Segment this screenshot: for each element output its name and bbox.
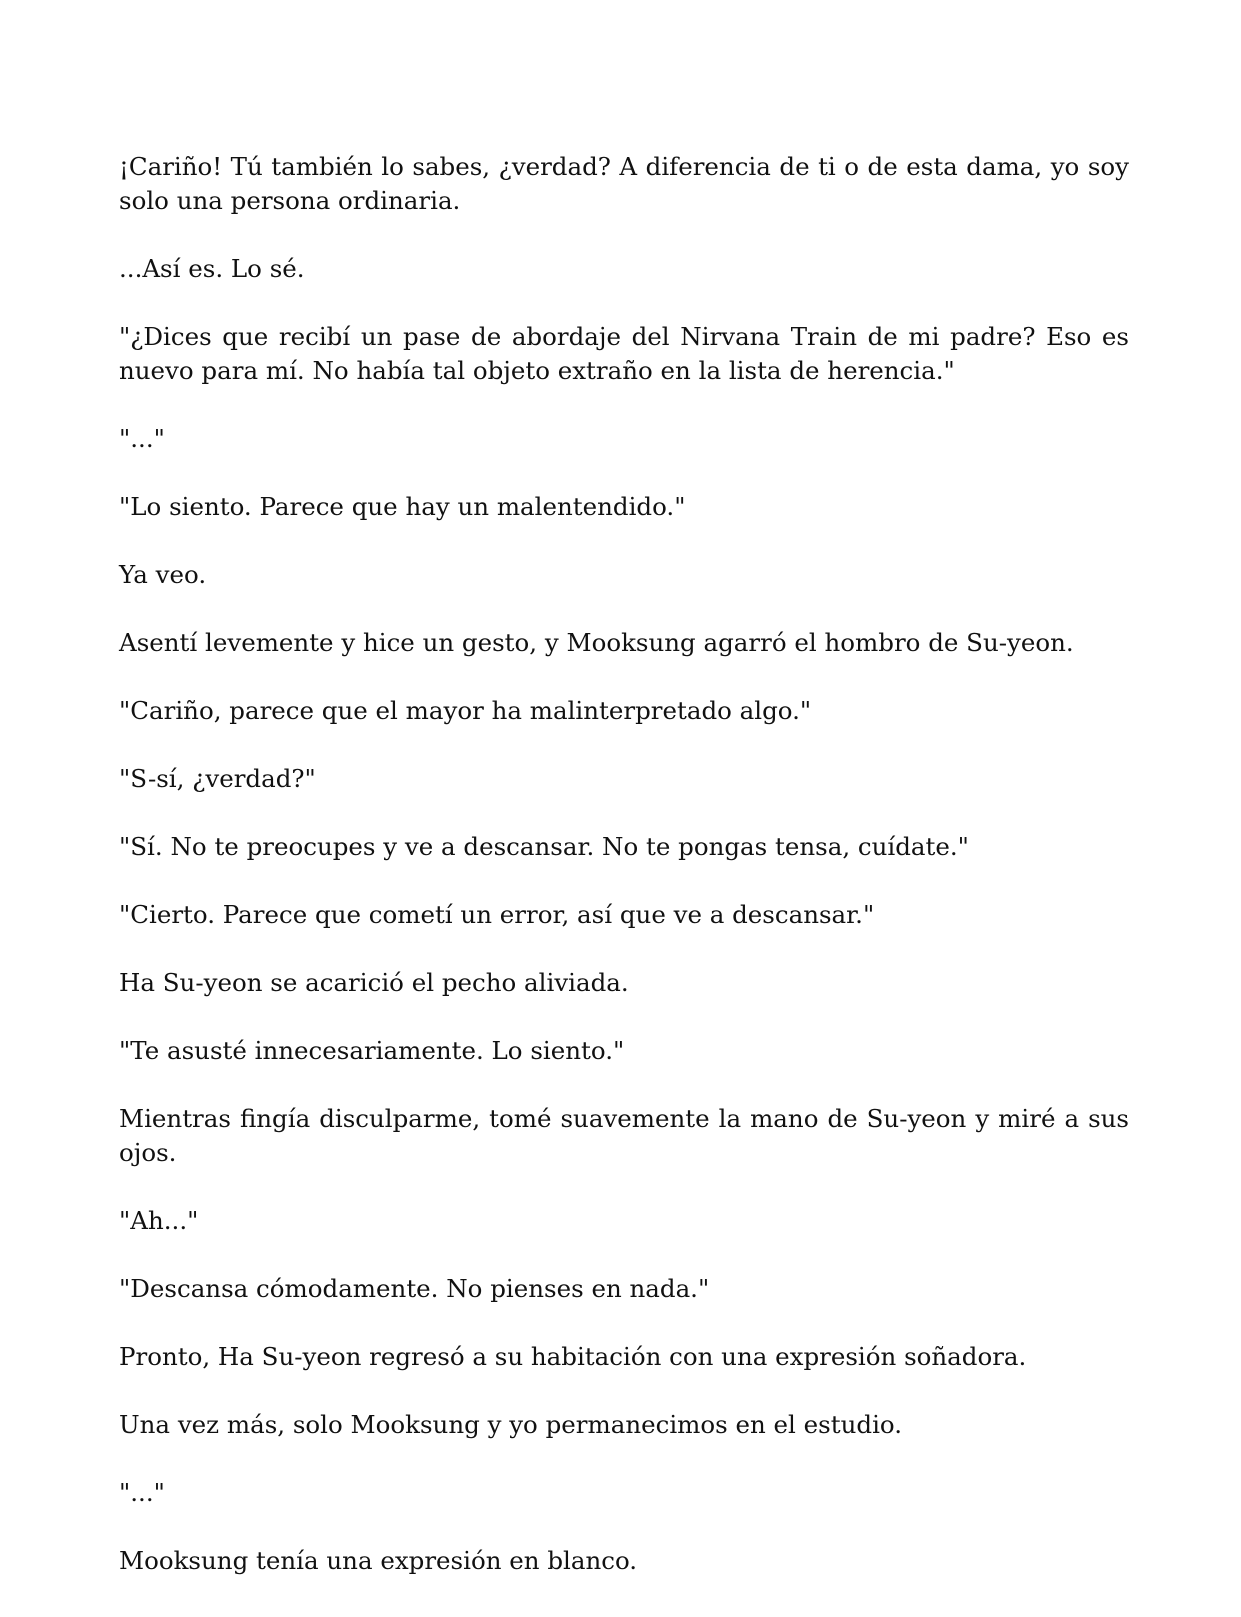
paragraph-15: "Ah..." — [119, 1206, 199, 1235]
paragraph-18: Una vez más, solo Mooksung y yo permanecimos en el estudio. — [119, 1410, 903, 1439]
paragraph-13: "Te asusté innecesariamente. Lo siento." — [119, 1036, 625, 1065]
body-text — [119, 150, 1129, 1612]
paragraph-6: Ya veo. — [119, 560, 207, 589]
paragraph-19: "..." — [119, 1478, 165, 1507]
paragraph-1: ¡Cariño! Tú también lo sabes, ¿verdad? A diferencia de ti o de esta dama, yo soy solo una persona ordinaria. — [119, 152, 1129, 215]
paragraph-10: "Sí. No te preocupes y ve a descansar. No te pongas tensa, cuídate." — [119, 832, 969, 861]
paragraph-14: Mientras fingía disculparme, tomé suavemente la mano de Su-yeon y miré a sus ojos. — [119, 1104, 1129, 1167]
paragraph-4: "..." — [119, 424, 165, 453]
paragraph-12: Ha Su-yeon se acarició el pecho aliviada. — [119, 968, 629, 997]
paragraph-16: "Descansa cómodamente. No pienses en nada." — [119, 1274, 710, 1303]
paragraph-9: "S-sí, ¿verdad?" — [119, 764, 316, 793]
paragraph-3: "¿Dices que recibí un pase de abordaje del Nirvana Train de mi padre? Eso es nuevo para mí. No había tal objeto extraño en la lista de herencia." — [119, 322, 1129, 385]
paragraph-7: Asentí levemente y hice un gesto, y Mooksung agarró el hombro de Su-yeon. — [119, 628, 1074, 657]
paragraph-20: Mooksung tenía una expresión en blanco. — [119, 1546, 638, 1575]
paragraph-8: "Cariño, parece que el mayor ha malinterpretado algo." — [119, 696, 812, 725]
paragraph-2: ...Así es. Lo sé. — [119, 254, 305, 283]
paragraph-5: "Lo siento. Parece que hay un malentendido." — [119, 492, 686, 521]
paragraph-11: "Cierto. Parece que cometí un error, así que ve a descansar." — [119, 900, 875, 929]
paragraph-17: Pronto, Ha Su-yeon regresó a su habitación con una expresión soñadora. — [119, 1342, 1027, 1371]
